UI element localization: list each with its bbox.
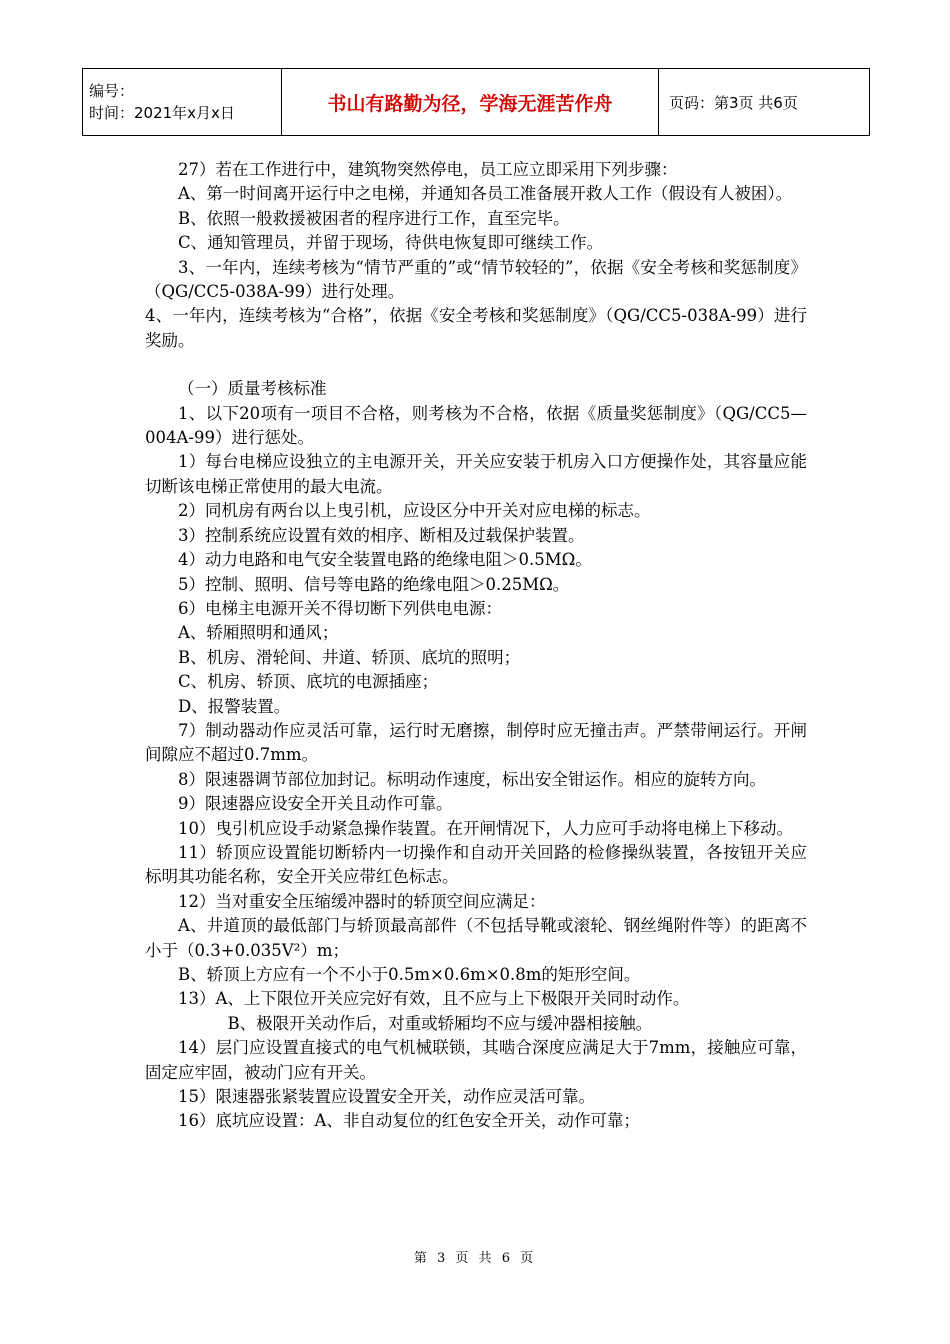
- paragraph: 1、以下20项有一项目不合格，则考核为不合格，依据《质量奖惩制度》（QG/CC5—004A-99）进行惩处。: [145, 403, 807, 448]
- paragraph: 11）轿顶应设置能切断轿内一切操作和自动开关回路的检修操纵装置，各按钮开关应标明其功能名称，安全开关应带红色标志。: [145, 842, 807, 887]
- paragraph: 4）动力电路和电气安全装置电路的绝缘电阻＞0.5MΩ。: [178, 550, 592, 570]
- document-code-label: 编号：: [89, 82, 135, 100]
- paragraph: 10）曳引机应设手动紧急操作装置。在开闸情况下，人力应可手动将电梯上下移动。: [178, 818, 793, 838]
- paragraph: 15）限速器张紧装置应设置安全开关，动作应灵活可靠。: [178, 1087, 595, 1107]
- paragraph: A、第一时间离开运行中之电梯，并通知各员工准备展开救人工作（假设有人被困）。: [178, 184, 793, 204]
- paragraph: 14）层门应设置直接式的电气机械联锁，其啮合深度应满足大于7mm，接触应可靠，固定应牢固，被动门应有开关。: [145, 1038, 807, 1082]
- paragraph: 2）同机房有两台以上曳引机，应设区分中开关对应电梯的标志。: [178, 501, 651, 521]
- paragraph: C、通知管理员，并留于现场，待供电恢复即可继续工作。: [178, 233, 604, 253]
- paragraph: B、依照一般救援被困者的程序进行工作，直至完毕。: [178, 208, 570, 228]
- paragraph: 5）控制、照明、信号等电路的绝缘电阻＞0.25MΩ。: [178, 574, 570, 594]
- blank-line: [145, 353, 807, 377]
- paragraph: D、报警装置。: [178, 696, 291, 716]
- header-motto: 书山有路勤为径，学海无涯苦作舟: [282, 69, 659, 136]
- paragraph: 12）当对重安全压缩缓冲器时的轿顶空间应满足：: [178, 891, 546, 911]
- paragraph: 7）制动器动作应灵活可靠，运行时无磨擦，制停时应无撞击声。严禁带闸运行。开闸间隙应不超过0.7mm。: [145, 720, 807, 765]
- header-meta: [83, 69, 282, 136]
- paragraph: 13）A、上下限位开关应完好有效，且不应与上下极限开关同时动作。: [178, 989, 690, 1009]
- paragraph: B、轿顶上方应有一个不小于0.5m×0.6m×0.8m的矩形空间。: [178, 965, 641, 984]
- paragraph: B、极限开关动作后，对重或轿厢均不应与缓冲器相接触。: [227, 1013, 653, 1033]
- paragraph: C、机房、轿顶、底坑的电源插座；: [178, 672, 439, 692]
- section-heading: （一）质量考核标准: [178, 379, 327, 399]
- document-body: [145, 158, 807, 1134]
- paragraph: 9）限速器应设安全开关且动作可靠。: [178, 794, 453, 814]
- paragraph: A、轿厢照明和通风；: [178, 623, 339, 643]
- paragraph: A、井道顶的最低部门与轿顶最高部件（不包括导靴或滚轮、钢丝绳附件等）的距离不小于（0.3+0.035V²）m；: [145, 916, 807, 960]
- paragraph: 8）限速器调节部位加封记。标明动作速度，标出安全钳运作。相应的旋转方向。: [178, 769, 766, 789]
- paragraph: 6）电梯主电源开关不得切断下列供电电源：: [178, 598, 502, 618]
- header-page-info: 页码：第3页 共6页: [659, 69, 870, 136]
- page-footer: 第 3 页 共 6 页: [413, 1251, 537, 1266]
- paragraph: 3）控制系统应设置有效的相序、断相及过载保护装置。: [178, 525, 585, 545]
- paragraph: 27）若在工作进行中，建筑物突然停电，员工应立即采用下列步骤：: [178, 160, 678, 179]
- paragraph: 3、一年内，连续考核为“情节严重的”或“情节较轻的”，依据《安全考核和奖惩制度》（QG/CC5-038A-99）进行处理。: [145, 257, 807, 302]
- document-time-label: 时间：2021年x月x日: [89, 104, 235, 122]
- paragraph: 1）每台电梯应设独立的主电源开关，开关应安装于机房入口方便操作处，其容量应能切断该电梯正常使用的最大电流。: [145, 452, 807, 496]
- paragraph: 4、一年内，连续考核为“合格”，依据《安全考核和奖惩制度》（QG/CC5-038A-99）进行奖励。: [145, 306, 807, 350]
- paragraph: B、机房、滑轮间、井道、轿顶、底坑的照明；: [178, 647, 521, 667]
- document-header: [82, 68, 870, 136]
- paragraph: 16）底坑应设置：A、非自动复位的红色安全开关，动作可靠；: [178, 1111, 640, 1131]
